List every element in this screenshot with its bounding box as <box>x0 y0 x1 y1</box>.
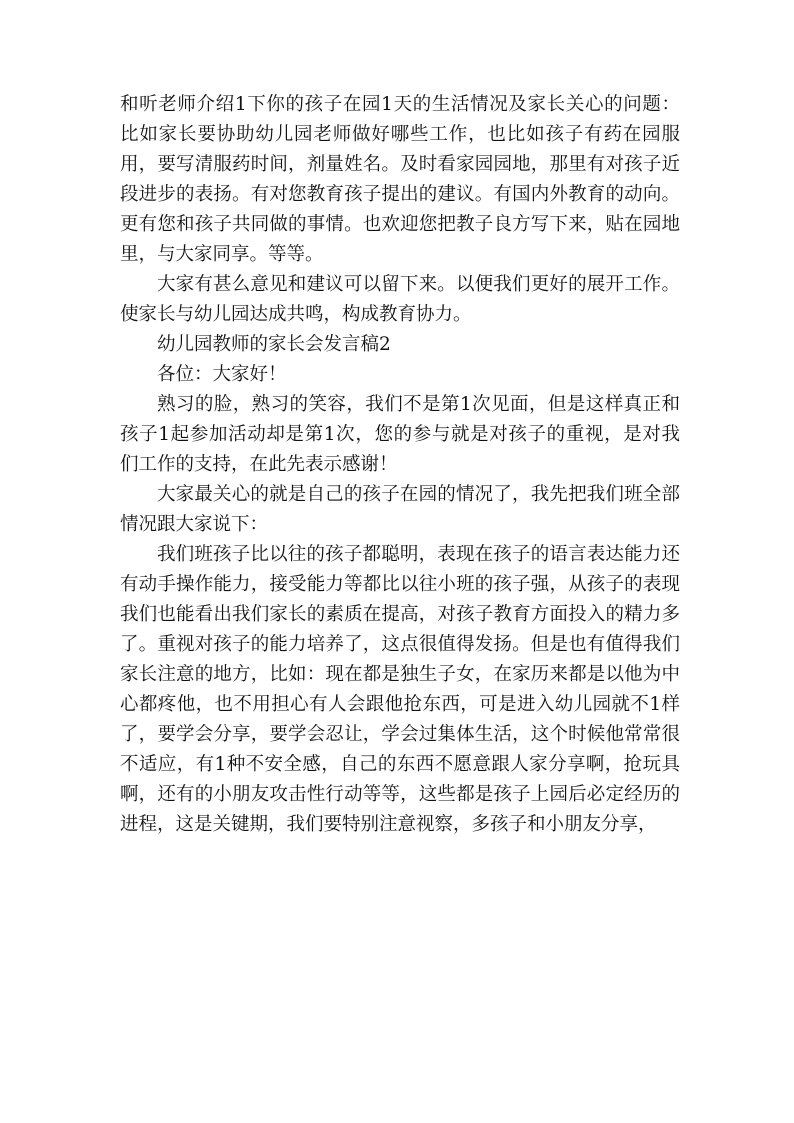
paragraph-class-overview: 大家最关心的就是自己的孩子在园的情况了，我先把我们班全部情况跟大家说下： <box>120 484 680 535</box>
paragraph-suggestions: 大家有甚么意见和建议可以留下来。以便我们更好的展开工作。使家长与幼儿园达成共鸣，构成教育协力。 <box>120 274 680 325</box>
paragraph-continued-intro: 和听老师介绍1下你的孩子在园1天的生活情况及家长关心的问题：比如家长要协助幼儿园老师做好哪些工作，也比如孩子有药在园服用，要写清服药时间，剂量姓名。及时看家园园地，那里有对孩子近段进步的表扬。有对您教育孩子提出的建议。有国内外教育的动向。更有您和孩子共同做的事情。也欢迎您把教子良方写下来，贴在园地里，与大家同享。等等。 <box>120 94 680 265</box>
paragraph-greeting: 各位：大家好！ <box>157 364 287 385</box>
paragraph-class-details: 我们班孩子比以往的孩子都聪明，表现在孩子的语言表达能力还有动手操作能力，接受能力等都比以往小班的孩子强，从孩子的表现我们也能看出我们家长的素质在提高，对孩子教育方面投入的精力多了。重视对孩子的能力培养了，这点很值得发扬。但是也有值得我们家长注意的地方，比如：现在都是独生子女，在家历来都是以他为中心都疼他，也不用担心有人会跟他抢东西，可是进入幼儿园就不1样了，要学会分享，要学会忍让，学会过集体生活，这个时候他常常很不适应，有1种不安全感，自己的东西不愿意跟人家分享啊，抢玩具啊，还有的小朋友攻击性行动等等，这些都是孩子上园后必定经历的进程，这是关键期，我们要特别注意视察，多孩子和小朋友分享， <box>120 544 680 835</box>
document-body <box>120 90 680 840</box>
paragraph-welcome: 熟习的脸，熟习的笑容，我们不是第1次见面，但是这样真正和孩子1起参加活动却是第1次，您的参与就是对孩子的重视，是对我们工作的支持，在此先表示感谢！ <box>120 394 680 475</box>
section-title: 幼儿园教师的家长会发言稿2 <box>157 334 391 355</box>
